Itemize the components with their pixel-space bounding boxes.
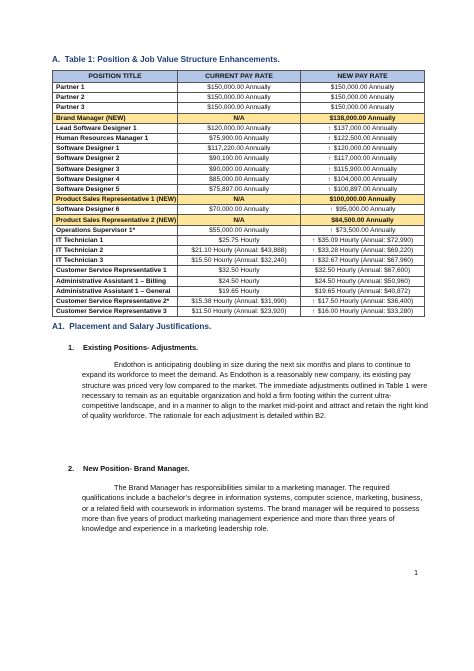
table-row (53, 286, 425, 296)
cell-new-pay-rate (301, 184, 425, 194)
new-pay-value: $84,500.00 Annually (331, 216, 394, 224)
cell-position-title: Software Designer 6 (53, 205, 178, 215)
table-row (53, 296, 425, 306)
cell-current-pay-rate: $90,000.00 Annually (178, 164, 301, 174)
cell-new-pay-rate (301, 246, 425, 256)
page-number: 1 (414, 568, 419, 577)
cell-current-pay-rate: $11.50 Hourly (Annual: $23,920) (178, 307, 301, 317)
cell-position-title: Partner 2 (53, 93, 178, 103)
cell-current-pay-rate: $150,000.00 Annually (178, 103, 301, 113)
cell-current-pay-rate: $21.10 Hourly (Annual: $43,888) (178, 246, 301, 256)
table-row (53, 215, 425, 225)
cell-new-pay-rate (301, 144, 425, 154)
cell-position-title: Operations Supervisor 1* (53, 225, 178, 235)
cell-current-pay-rate: $75,897.00 Annually (178, 184, 301, 194)
cell-new-pay-rate (301, 276, 425, 286)
table-header-row (53, 71, 425, 83)
arrow-up-icon: ↑ (311, 236, 317, 244)
header-position-title: POSITION TITLE (53, 71, 178, 83)
cell-new-pay-rate (301, 235, 425, 245)
cell-current-pay-rate: N/A (178, 195, 301, 205)
cell-current-pay-rate: $24.50 Hourly (178, 276, 301, 286)
list-item-heading (68, 464, 189, 473)
arrow-up-icon: ↑ (311, 257, 317, 265)
list-title: Existing Positions- Adjustments. (83, 343, 199, 352)
cell-current-pay-rate: $85,000.00 Annually (178, 174, 301, 184)
table-row (53, 205, 425, 215)
arrow-up-icon: ↑ (329, 226, 335, 234)
cell-position-title: Software Designer 5 (53, 184, 178, 194)
arrow-up-icon: ↑ (327, 185, 333, 193)
table-row (53, 276, 425, 286)
cell-new-pay-rate (301, 174, 425, 184)
cell-position-title: Partner 3 (53, 103, 178, 113)
cell-current-pay-rate: $19.65 Hourly (178, 286, 301, 296)
cell-position-title: Lead Software Designer 1 (53, 123, 178, 133)
table-row (53, 174, 425, 184)
table-row (53, 113, 425, 123)
arrow-up-icon: ↑ (328, 165, 334, 173)
arrow-up-icon: ↑ (311, 247, 317, 255)
arrow-up-icon: ↑ (327, 135, 333, 143)
table-row (53, 225, 425, 235)
cell-position-title: Customer Service Representative 1 (53, 266, 178, 276)
cell-new-pay-rate (301, 113, 425, 123)
new-pay-value: $73,500.00 Annually (335, 226, 396, 234)
new-pay-value: $104,000.00 Annually (333, 175, 398, 183)
arrow-up-icon: ↑ (329, 206, 335, 214)
new-pay-value: $95,000.00 Annually (335, 206, 396, 214)
table-row (53, 123, 425, 133)
cell-position-title: Software Designer 1 (53, 144, 178, 154)
paragraph: The Brand Manager has responsibilities similar to a marketing manager. The required qualifications include a bachelor’s degree in information systems, computer science, marketing, business, or a related field with coursework in information systems. The brand manager will be required to possess more than five years of product marketing management experience and more than three years of knowledge and experience in a marketing leadership role. (82, 483, 423, 534)
new-pay-value: $117,000.00 Annually (334, 155, 397, 163)
new-pay-value: $32.50 Hourly (Annual: $67,600) (314, 267, 411, 275)
cell-new-pay-rate (301, 154, 425, 164)
section-heading: A1. Placement and Salary Justifications. (52, 322, 212, 331)
table-row (53, 83, 425, 93)
cell-position-title: Customer Service Representative 3 (53, 307, 178, 317)
new-pay-value: $150,000.00 Annually (330, 94, 395, 102)
cell-position-title: IT Technician 2 (53, 246, 178, 256)
new-pay-value: $150,000.00 Annually (330, 84, 395, 92)
cell-current-pay-rate: $70,000.00 Annually (178, 205, 301, 215)
cell-position-title: IT Technician 1 (53, 235, 178, 245)
cell-new-pay-rate (301, 133, 425, 143)
new-pay-value: $120,000.00 Annually (333, 145, 398, 153)
new-pay-value: $16.00 Hourly (Annual: $33,280) (317, 308, 414, 316)
cell-position-title: Software Designer 4 (53, 174, 178, 184)
table-row (53, 93, 425, 103)
table-row (53, 307, 425, 317)
table-row (53, 154, 425, 164)
new-pay-value: $17.50 Hourly (Annual: $36,400) (317, 298, 414, 306)
table-row (53, 103, 425, 113)
list-item-heading (68, 343, 198, 352)
header-current-pay-rate: CURRENT PAY RATE (178, 71, 301, 83)
table-body (53, 83, 425, 317)
cell-position-title: Product Sales Representative 2 (NEW) (53, 215, 178, 225)
list-number: 2. (68, 464, 75, 473)
cell-new-pay-rate (301, 256, 425, 266)
cell-current-pay-rate: $150,000.00 Annually (178, 93, 301, 103)
cell-new-pay-rate (301, 225, 425, 235)
cell-new-pay-rate (301, 266, 425, 276)
new-pay-value: $35.09 Hourly (Annual: $72,990) (317, 236, 414, 244)
new-pay-value: $138,000.00 Annually (329, 114, 396, 122)
cell-new-pay-rate (301, 93, 425, 103)
cell-current-pay-rate: $55,000.00 Annually (178, 225, 301, 235)
cell-position-title: IT Technician 3 (53, 256, 178, 266)
cell-position-title: Administrative Assistant 1 – Billing (53, 276, 178, 286)
arrow-up-icon: ↑ (328, 155, 334, 163)
new-pay-value: $24.50 Hourly (Annual: $50,960) (314, 277, 411, 285)
cell-current-pay-rate: $150,000.00 Annually (178, 83, 301, 93)
table-row (53, 195, 425, 205)
arrow-up-icon: ↑ (311, 308, 317, 316)
cell-new-pay-rate (301, 286, 425, 296)
cell-current-pay-rate: $75,900.00 Annually (178, 133, 301, 143)
paragraph: Endothon is anticipating doubling in size during the next six months and plans to continue to expand its workforce to meet the demand. As Endothon is a reasonably new company, its existing pay structure was priced very low compared to the market. The immediate adjustments outlined in Table 1 were necessary to remain as an equitable organization and hold a firm footing within the current ultra-competitive landscape, and in a manner to align to the market mid-point and attract and retain the right kind of quality workforce. The rationale for each adjustment is detailed within B2. (82, 360, 428, 421)
table-row (53, 144, 425, 154)
cell-new-pay-rate (301, 215, 425, 225)
cell-new-pay-rate (301, 123, 425, 133)
new-pay-value: $100,897.00 Annually (333, 185, 398, 193)
cell-position-title: Software Designer 2 (53, 154, 178, 164)
list-title: New Position- Brand Manager. (83, 464, 190, 473)
cell-current-pay-rate: $25.75 Hourly (178, 235, 301, 245)
table-row (53, 266, 425, 276)
cell-new-pay-rate (301, 195, 425, 205)
cell-new-pay-rate (301, 83, 425, 93)
table-row (53, 256, 425, 266)
cell-position-title: Product Sales Representative 1 (NEW) (53, 195, 178, 205)
table-row (53, 235, 425, 245)
new-pay-value: $100,000.00 Annually (329, 196, 396, 204)
cell-current-pay-rate: N/A (178, 113, 301, 123)
arrow-up-icon: ↑ (327, 145, 333, 153)
new-pay-value: $137,000.00 Annually (333, 124, 398, 132)
cell-new-pay-rate (301, 205, 425, 215)
cell-current-pay-rate: $90,100.00 Annually (178, 154, 301, 164)
cell-current-pay-rate: N/A (178, 215, 301, 225)
table-row (53, 246, 425, 256)
cell-new-pay-rate (301, 307, 425, 317)
cell-new-pay-rate (301, 103, 425, 113)
cell-position-title: Brand Manager (NEW) (53, 113, 178, 123)
cell-current-pay-rate: $120,000.00 Annually (178, 123, 301, 133)
new-pay-value: $150,000.00 Annually (330, 104, 395, 112)
cell-current-pay-rate: $117,220.00 Annually (178, 144, 301, 154)
cell-new-pay-rate (301, 164, 425, 174)
cell-position-title: Administrative Assistant 1 – General (53, 286, 178, 296)
arrow-up-icon: ↑ (327, 175, 333, 183)
cell-current-pay-rate: $32.50 Hourly (178, 266, 301, 276)
cell-new-pay-rate (301, 296, 425, 306)
table-heading: A. Table 1: Position & Job Value Structure Enhancements. (52, 55, 280, 64)
cell-position-title: Human Resources Manager 1 (53, 133, 178, 143)
pay-rate-table (52, 70, 425, 317)
table-row (53, 133, 425, 143)
new-pay-value: $19.65 Hourly (Annual: $40,872) (314, 287, 411, 295)
new-pay-value: $32.67 Hourly (Annual: $67,960) (317, 257, 414, 265)
cell-position-title: Partner 1 (53, 83, 178, 93)
new-pay-value: $115,900.00 Annually (334, 165, 397, 173)
arrow-up-icon: ↑ (327, 124, 333, 132)
cell-position-title: Software Designer 3 (53, 164, 178, 174)
cell-position-title: Customer Service Representative 2* (53, 296, 178, 306)
new-pay-value: $33.28 Hourly (Annual: $69,220) (317, 247, 414, 255)
list-number: 1. (68, 343, 75, 352)
new-pay-value: $122,500.00 Annually (333, 135, 398, 143)
arrow-up-icon: ↑ (311, 298, 317, 306)
table-row (53, 184, 425, 194)
table-row (53, 164, 425, 174)
header-new-pay-rate: NEW PAY RATE (301, 71, 425, 83)
cell-current-pay-rate: $15.38 Hourly (Annual: $31,990) (178, 296, 301, 306)
cell-current-pay-rate: $15.50 Hourly (Annual: $32,240) (178, 256, 301, 266)
